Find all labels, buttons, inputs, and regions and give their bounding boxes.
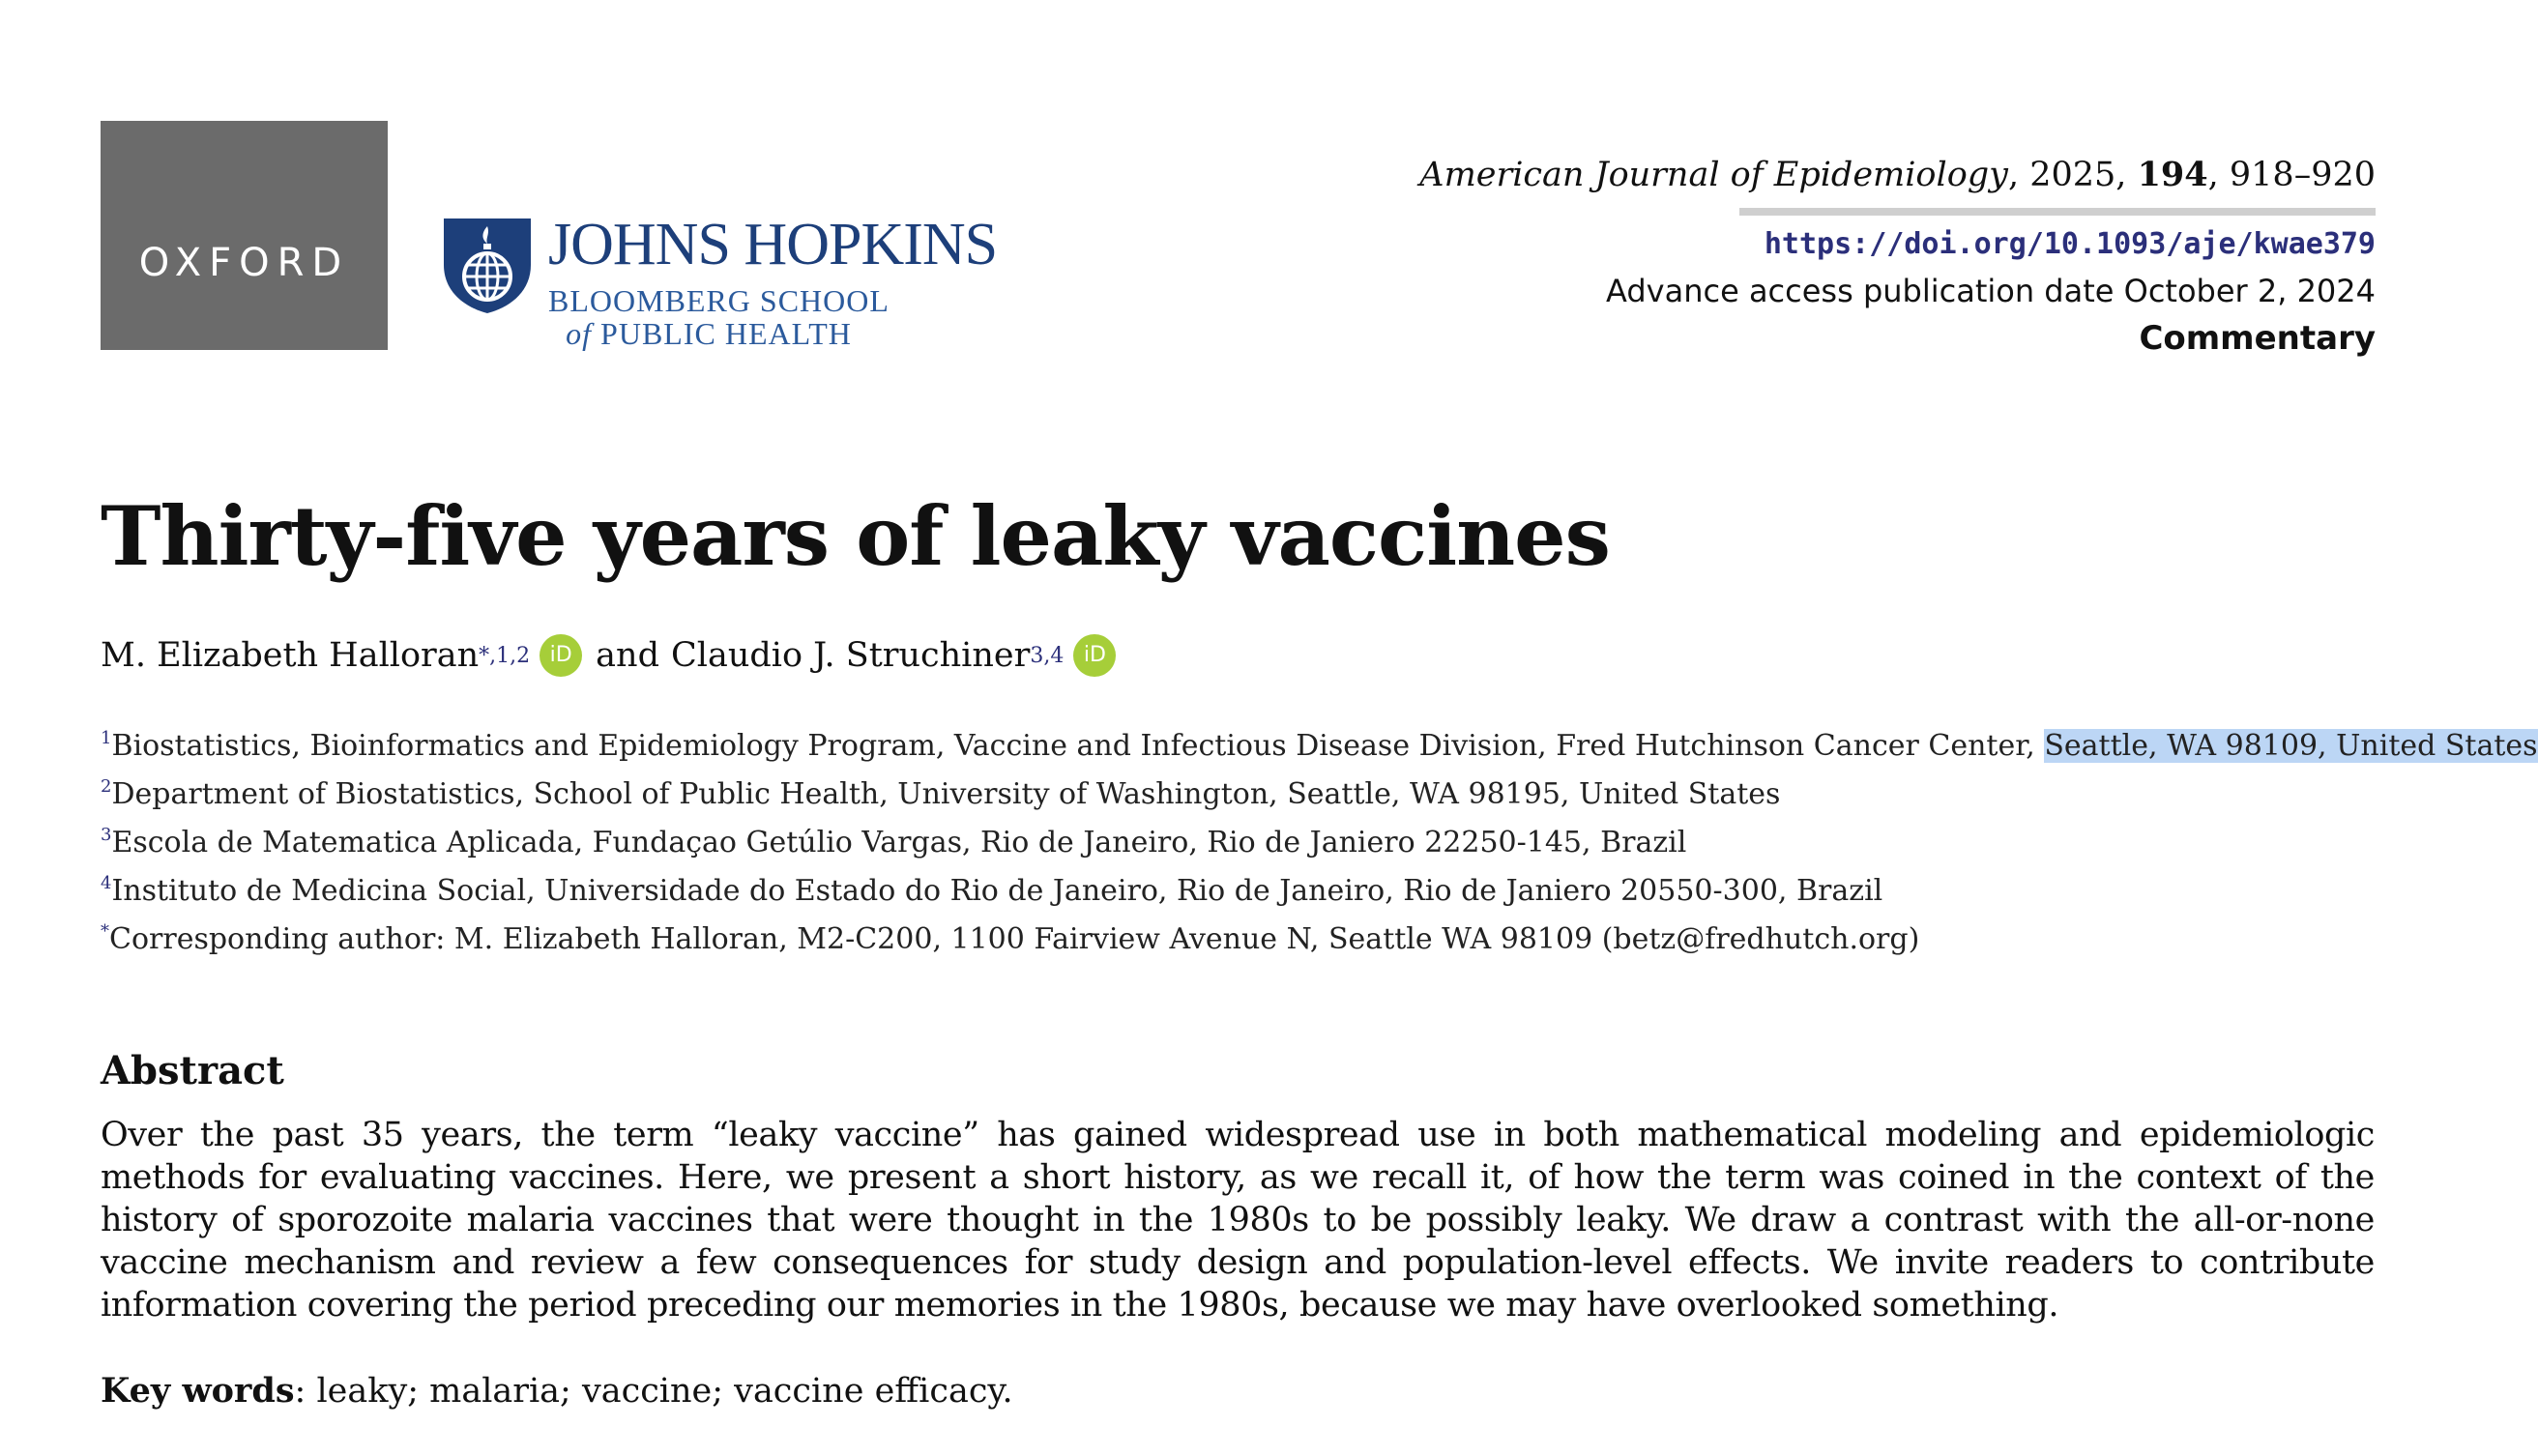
affiliation-item	[101, 863, 2538, 912]
orcid-icon[interactable]: iD	[540, 634, 582, 677]
oxford-logo	[101, 121, 388, 350]
journal-name: American Journal of Epidemiology	[1419, 156, 2008, 194]
oxford-logo-text: OXFORD	[138, 240, 350, 285]
affiliation-text: Escola de Matematica Aplicada, Fundaçao Getúlio Vargas, Rio de Janeiro, Rio de Janiero 22250-145, Brazil	[111, 826, 1687, 859]
affiliation-number: 3	[101, 825, 112, 845]
keywords	[101, 1371, 1013, 1411]
author-marks[interactable]: *,1,2	[479, 643, 531, 668]
author-marks[interactable]: 3,4	[1030, 643, 1065, 668]
article-title: Thirty-five years of leaky vaccines	[101, 488, 1610, 584]
journal-volume: 194	[2137, 155, 2208, 194]
affiliation-text: Instituto de Medicina Social, Universidade do Estado do Rio de Janeiro, Rio de Janeiro, Rio de Janiero 20550-300, Brazil	[111, 874, 1883, 908]
shield-globe-icon	[440, 215, 535, 316]
advance-access-date: Advance access publication date October 2, 2024	[1606, 273, 2376, 309]
corresponding-mark: *	[101, 921, 109, 942]
affiliation-number: 4	[101, 873, 112, 893]
school-line-1: BLOOMBERG SCHOOL	[548, 283, 890, 318]
corresponding-author	[101, 921, 1919, 956]
selected-text[interactable]: Seattle, WA 98109, United States	[2044, 729, 2538, 763]
affiliation-text: Department of Biostatistics, School of Public Health, University of Washington, Seattle, WA 98195, United States	[111, 777, 1781, 811]
school-of: of	[566, 316, 593, 351]
school-public-health: PUBLIC HEALTH	[600, 316, 852, 351]
bloomberg-school-wordmark	[548, 283, 890, 351]
affiliation-item	[101, 815, 2538, 863]
affiliation-text: Biostatistics, Bioinformatics and Epidemiology Program, Vaccine and Infectious Disease Division, Fred Hutchinson Cancer Center,	[111, 729, 2045, 763]
author-name[interactable]: M. Elizabeth Halloran	[101, 636, 480, 675]
johns-hopkins-logo	[440, 212, 998, 351]
article-type: Commentary	[2139, 319, 2376, 358]
affiliation-number: 2	[101, 776, 112, 797]
journal-pages: 918–920	[2229, 156, 2376, 194]
corresponding-text: Corresponding author: M. Elizabeth Halloran, M2-C200, 1100 Fairview Avenue N, Seattle WA 98109 (betz@fredhutch.org)	[109, 922, 1920, 956]
keywords-label: Key words	[101, 1371, 295, 1411]
affiliation-item	[101, 718, 2538, 767]
johns-hopkins-wordmark: JOHNS HOPKINS	[548, 212, 998, 277]
abstract-heading: Abstract	[101, 1048, 284, 1093]
keywords-text: : leaky; malaria; vaccine; vaccine efficacy.	[294, 1372, 1013, 1411]
header-rule	[1739, 208, 2376, 216]
school-line-2	[548, 317, 869, 350]
affiliations	[101, 718, 2538, 912]
doi-link[interactable]: https://doi.org/10.1093/aje/kwae379	[1764, 227, 2376, 261]
affiliation-item	[101, 767, 2538, 815]
affiliation-number: 1	[101, 728, 112, 748]
journal-year: 2025	[2029, 156, 2116, 194]
journal-citation: American Journal of Epidemiology, 2025, 194, 918–920	[1419, 155, 2376, 194]
author-name[interactable]: Claudio J. Struchiner	[670, 636, 1031, 675]
author-list	[101, 634, 1129, 677]
orcid-icon[interactable]: iD	[1073, 634, 1116, 677]
abstract-text: Over the past 35 years, the term “leaky vaccine” has gained widespread use in both mathematical modeling and epidemiologic methods for evaluating vaccines. Here, we present a short history, as we recall it, of how the term was coined in the context of the history of sporozoite malaria vaccines that were thought in the 1980s to be possibly leaky. We draw a contrast with the all-or-none vaccine mechanism and review a few consequences for study design and population-level effects. We invite readers to contribute information covering the period preceding our memories in the 1980s, because we may have overlooked something.	[101, 1116, 2375, 1325]
author-conjunction: and	[596, 636, 659, 675]
